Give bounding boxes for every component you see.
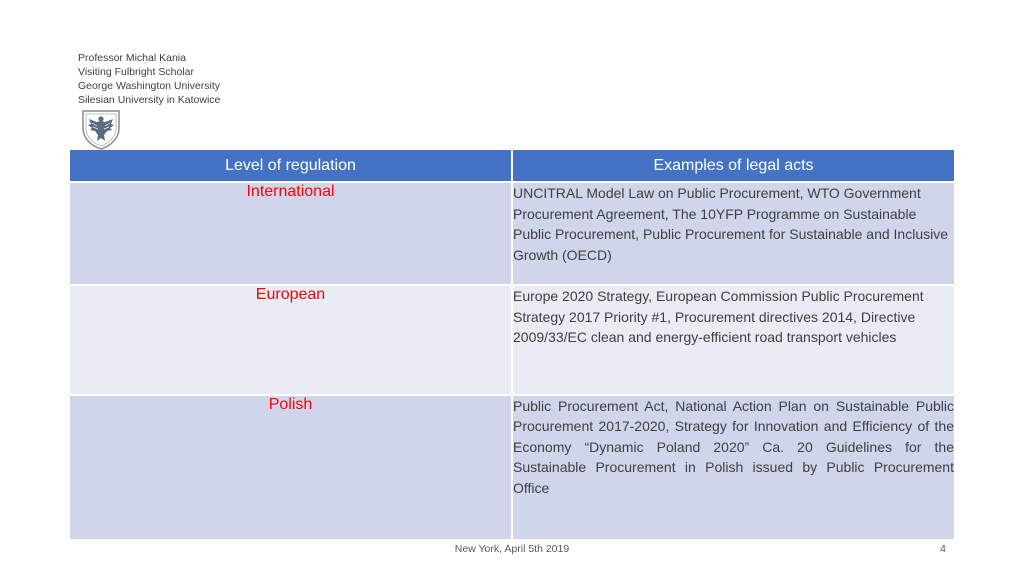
level-cell: European xyxy=(70,285,512,394)
acts-cell: Europe 2020 Strategy, European Commission Public Procurement Strategy 2017 Priority #1, Procurement directives 2014, Directive 2009/33/EC clean and energy-efficient road transport vehicles xyxy=(512,285,954,394)
author-name: Professor Michal Kania xyxy=(78,52,186,64)
table-row xyxy=(70,285,954,394)
author-home-university: Silesian University in Katowice xyxy=(78,94,221,106)
author-block xyxy=(78,51,220,107)
footer-location-date: New York, April 5th 2019 xyxy=(454,543,570,555)
acts-cell: Public Procurement Act, National Action Plan on Sustainable Public Procurement 2017-2020, Strategy for Innovation and Efficiency of the Economy “Dynamic Poland 2020” Ca. 20 Guidelines for the Sustainable Procurement in Polish issued by Public Procurement Office xyxy=(512,395,954,540)
level-cell: International xyxy=(70,182,512,285)
column-header-level: Level of regulation xyxy=(70,150,512,182)
acts-cell: UNCITRAL Model Law on Public Procurement, WTO Government Procurement Agreement, The 10YFP Programme on Sustainable Public Procurement, Public Procurement for Sustainable and Inclusive Growth (OECD) xyxy=(512,182,954,285)
regulation-table xyxy=(70,150,954,541)
page-number: 4 xyxy=(940,543,946,555)
table-row xyxy=(70,395,954,540)
table-row xyxy=(70,182,954,285)
column-header-acts: Examples of legal acts xyxy=(512,150,954,182)
eagle-crest-icon xyxy=(80,108,122,150)
author-position: Visiting Fulbright Scholar xyxy=(78,66,194,78)
author-host-university: George Washington University xyxy=(78,80,221,92)
table-header-row xyxy=(70,150,954,182)
level-cell: Polish xyxy=(70,395,512,540)
